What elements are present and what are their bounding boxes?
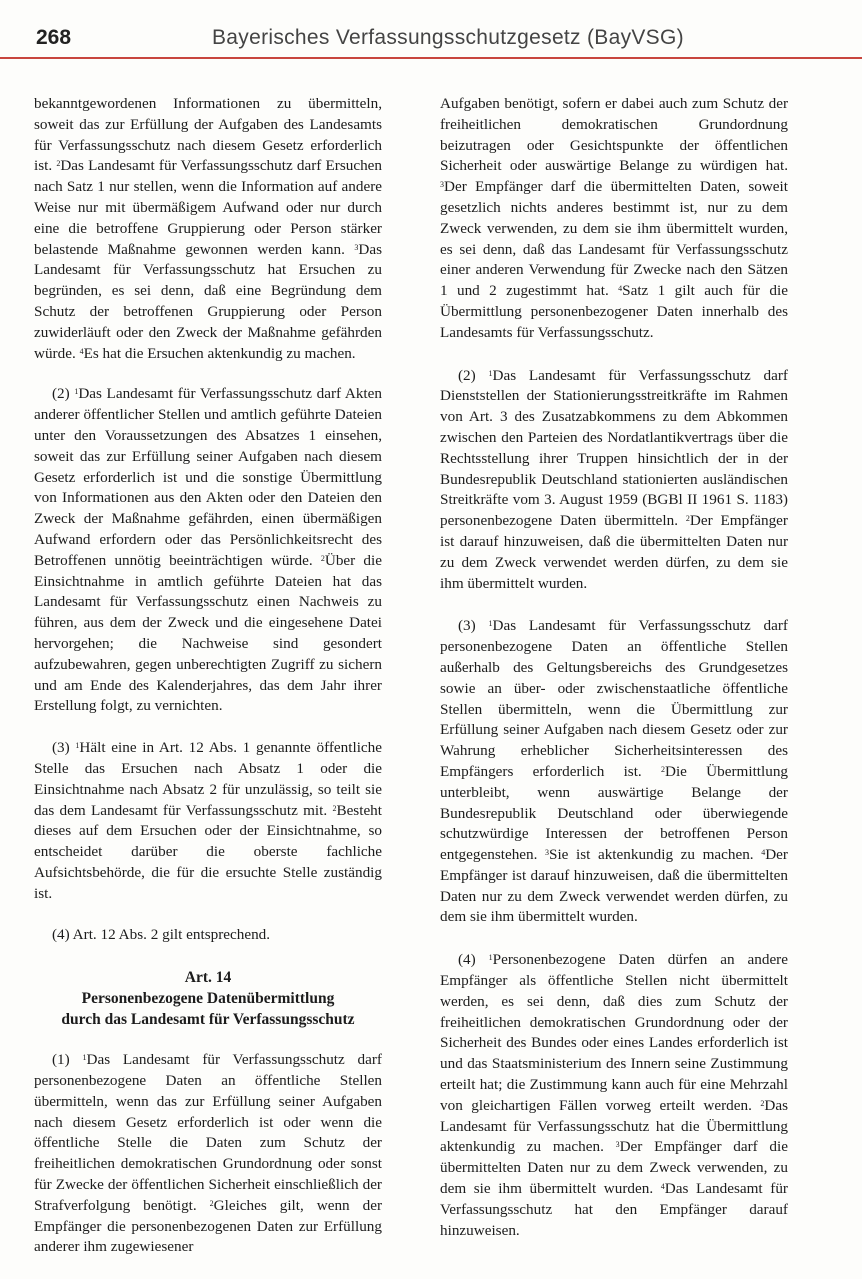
header-rule	[0, 57, 862, 59]
article-title-line-1: Personenbezogene Datenübermittlung	[81, 990, 335, 1008]
article-number: Art. 14	[184, 969, 232, 987]
article-14-paragraph-4: (4) $^1$Personenbezogene Daten dürfen an andere Empfänger als öffentliche Stellen nicht übermittelt werden, es sei denn, daß dies zum Schutz der freiheitlichen demokratischen Grundordnung oder der Sicherheit des Bundes oder eines Landes erforderlich ist und das Staatsministerium des Innern seine Zustimmung erteilt hat; die Zustimmung kann auch für eine Mehrzahl von gleichartigen Fällen vorweg erteilt werden. $^2$Das Landesamt für Verfassungsschutz hat die Übermittlung aktenkundig zu machen. $^3$Der Empfänger darf die übermittelten Daten nur zu dem Zweck verwenden, zu dem sie ihm übermittelt wurden. $^4$Das Landesamt für Verfassungsschutz hat den Empfänger darauf hinzuweisen.	[440, 951, 788, 1239]
right-column	[440, 94, 788, 1263]
paragraph-continued-right: Aufgaben benötigt, sofern er dabei auch zum Schutz der freiheitlichen demokratischen Grundordnung beizutragen oder Gesichtspunkte der öffentlichen Sicherheit oder auswärtige Belange zu würdigen hat. $^3$Der Empfänger darf die übermittelten Daten, soweit gesetzlich nichts anderes bestimmt ist, nur zu dem Zweck verwenden, zu dem sie ihm übermittelt wurden, es sei denn, daß das Landesamt für Verfassungsschutz einer anderen Verwendung für Zwecke nach den Sätzen 1 und 2 zugestimmt hat. $^4$Satz 1 gilt auch für die Übermittlung personenbezogener Daten innerhalb des Landesamts für Verfassungsschutz.	[440, 95, 788, 341]
page-number: 268	[36, 26, 72, 49]
page-header	[0, 0, 862, 60]
paragraph-4: (4) Art. 12 Abs. 2 gilt entsprechend.	[52, 926, 271, 944]
article-14-paragraph-1: (1) $^1$Das Landesamt für Verfassungsschutz darf personenbezogene Daten an öffentliche Stellen übermitteln, wenn das zur Erfüllung seiner Aufgaben nach diesem Gesetz erforderlich ist oder wenn die öffentliche Stelle die Daten zum Schutz der freiheitlichen demokratischen Grundordnung oder sonst für Zwecke der öffentlichen Sicherheit einschließlich der Strafverfolgung benötigt. $^2$Gleiches gilt, wenn der Empfänger die personenbezogenen Daten zur Erfüllung anderer ihm zugewiesener	[34, 1051, 382, 1256]
article-title-line-2: durch das Landesamt für Verfassungsschutz	[61, 1011, 355, 1029]
article-14-paragraph-3: (3) $^1$Das Landesamt für Verfassungsschutz darf personenbezogene Daten an öffentliche Stellen außerhalb des Geltungsbereichs des Grundgesetzes sowie an über- oder zwischenstaatliche öffentliche Stellen übermitteln, wenn die Übermittlung zur Erfüllung seiner Aufgaben nach diesem Gesetz oder zur Wahrung erheblicher Sicherheitsinteressen des Empfängers erforderlich ist. $^2$Die Übermittlung unterbleibt, wenn auswärtige Belange der Bundesrepublik Deutschland oder überwiegende schutzwürdige Interessen der betroffenen Person entgegenstehen. $^3$Sie ist aktenkundig zu machen. $^4$Der Empfänger ist darauf hinzuweisen, daß die übermittelten Daten nur zu dem Zweck verwendet werden dürfen, zu dem sie ihm übermittelt wurden.	[440, 617, 789, 926]
running-title: Bayerisches Verfassungsschutzgesetz (BayVSG)	[212, 26, 684, 49]
paragraph-2: (2) $^1$Das Landesamt für Verfassungsschutz darf Akten anderer öffentlicher Stellen und amtlich geführte Dateien unter den Voraussetzungen des Absatzes 1 einsehen, soweit das zur Erfüllung seiner Aufgaben nach diesem Gesetz erforderlich ist und die sonstige Übermittlung von Informationen aus den Akten oder den Dateien den Zweck der Maßnahme gefährden, einen übermäßigen Aufwand erfordern oder das Persönlichkeitsrecht des Betroffenen unnötig beeinträchtigen würde. $^2$Über die Einsichtnahme in amtlich geführte Dateien hat das Landesamt für Verfassungsschutz einen Nachweis zu führen, aus dem der Zweck und die eingesehene Datei hervorgehen; die Nachweise sind gesondert aufzubewahren, gegen unberechtigten Zugriff zu sichern und am Ende des Kalenderjahres, das dem Jahr ihrer Erstellung folgt, zu vernichten.	[34, 385, 382, 715]
article-14-paragraph-2: (2) $^1$Das Landesamt für Verfassungsschutz darf Dienststellen der Stationierungsstreitkräfte im Rahmen von Art. 3 des Zusatzabkommens zu dem Abkommen zwischen den Parteien des Nordatlantikvertrags über die Rechtsstellung ihrer Truppen hinsichtlich der in der Bundesrepublik Deutschland stationierten ausländischen Streitkräfte vom 3. August 1959 (BGBl II 1961 S. 1183) personenbezogene Daten übermitteln. $^2$Der Empfänger ist darauf hinzuweisen, daß die übermittelten Daten nur zu dem Zweck verwendet werden dürfen, zu dem sie ihm übermittelt wurden.	[440, 366, 788, 592]
article-heading	[34, 967, 382, 1030]
paragraph-3: (3) $^1$Hält eine in Art. 12 Abs. 1 genannte öffentliche Stelle das Ersuchen nach Absatz 1 oder die Einsichtnahme nach Absatz 2 für unzulässig, so teilt sie das dem Landesamt für Verfassungsschutz mit. $^2$Besteht dieses auf dem Ersuchen oder der Einsichtnahme, so entscheidet darüber die oberste fachliche Aufsichtsbehörde, die für die ersuchte Stelle zuständig ist.	[34, 739, 382, 902]
paragraph-continued: bekanntgewordenen Informationen zu übermitteln, soweit das zur Erfüllung der Aufgaben des Landesamts für Verfassungsschutz nach diesem Gesetz erforderlich ist. $^2$Das Landesamt für Verfassungsschutz darf Ersuchen nach Satz 1 nur stellen, wenn die Information auf andere Weise nur mit übermäßigem Aufwand oder nur durch eine die betroffene Gruppierung oder Person stärker belastende Maßnahme gewonnen werden kann. $^3$Das Landesamt für Verfassungsschutz hat Ersuchen zu begründen, es sei denn, daß eine Begründung dem Schutz der betroffenen Gruppierung oder Person zuwiderläuft oder den Zweck der Maßnahme gefährden würde. $^4$Es hat die Ersuchen aktenkundig zu machen.	[34, 95, 382, 362]
left-column	[34, 94, 382, 1279]
